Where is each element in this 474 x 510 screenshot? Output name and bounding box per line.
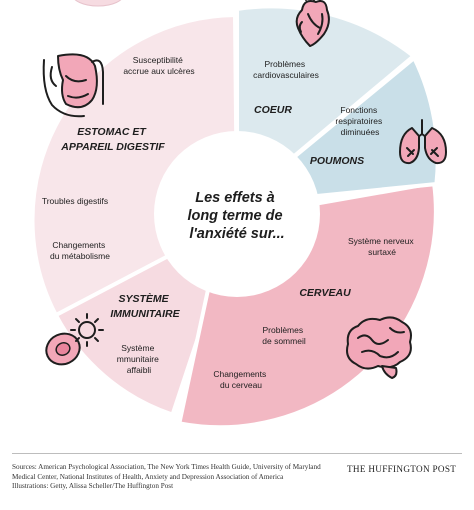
center-title bbox=[187, 190, 286, 242]
publisher-logo: THE HUFFINGTON POST bbox=[347, 464, 457, 474]
sources-line: Illustrations: Getty, Alissa Scheller/The Huffington Post bbox=[12, 482, 174, 491]
sources-line: Medical Center, National Institutes of Health, Anxiety and Depression Association of America bbox=[12, 472, 284, 481]
immune-title: SYSTÈME IMMUNITAIRE bbox=[110, 293, 180, 320]
digestive-effect-metabolism: Changements du métabolisme bbox=[49, 240, 111, 261]
center-title-line: Les effets à bbox=[195, 190, 275, 206]
brain-effect-nervous: Système nerveux surtaxé bbox=[347, 236, 414, 257]
brain-effect-sleep: Problèmes de sommeil bbox=[262, 325, 306, 346]
digestive-title: ESTOMAC ET APPAREIL DIGESTIF bbox=[61, 126, 165, 153]
center-title-line: l'anxiété sur... bbox=[189, 226, 285, 242]
lungs-title: POUMONS bbox=[309, 155, 365, 167]
brain-effect-changes: Changements du cerveau bbox=[213, 369, 267, 390]
lungs-effect: Fonctions respiratoires diminuées bbox=[335, 105, 383, 137]
digestive-effect-ulcers: Susceptibilité accrue aux ulcères bbox=[123, 55, 195, 76]
heart-title: COEUR bbox=[254, 104, 292, 116]
digestive-effect-troubles: Troubles digestifs bbox=[41, 196, 109, 206]
sources-credit bbox=[12, 463, 342, 492]
footer-divider bbox=[12, 453, 462, 454]
center-title-line: long terme de bbox=[187, 208, 283, 224]
sources-line: Sources: American Psychological Association, The New York Times Health Guide, University of Maryland bbox=[12, 463, 321, 471]
heart-effect: Problèmes cardiovasculaires bbox=[253, 59, 319, 80]
brain-title: CERVEAU bbox=[299, 287, 351, 299]
immune-effect: Système mmunitaire affaibli bbox=[116, 343, 159, 375]
top-edge-shape bbox=[72, 0, 124, 6]
